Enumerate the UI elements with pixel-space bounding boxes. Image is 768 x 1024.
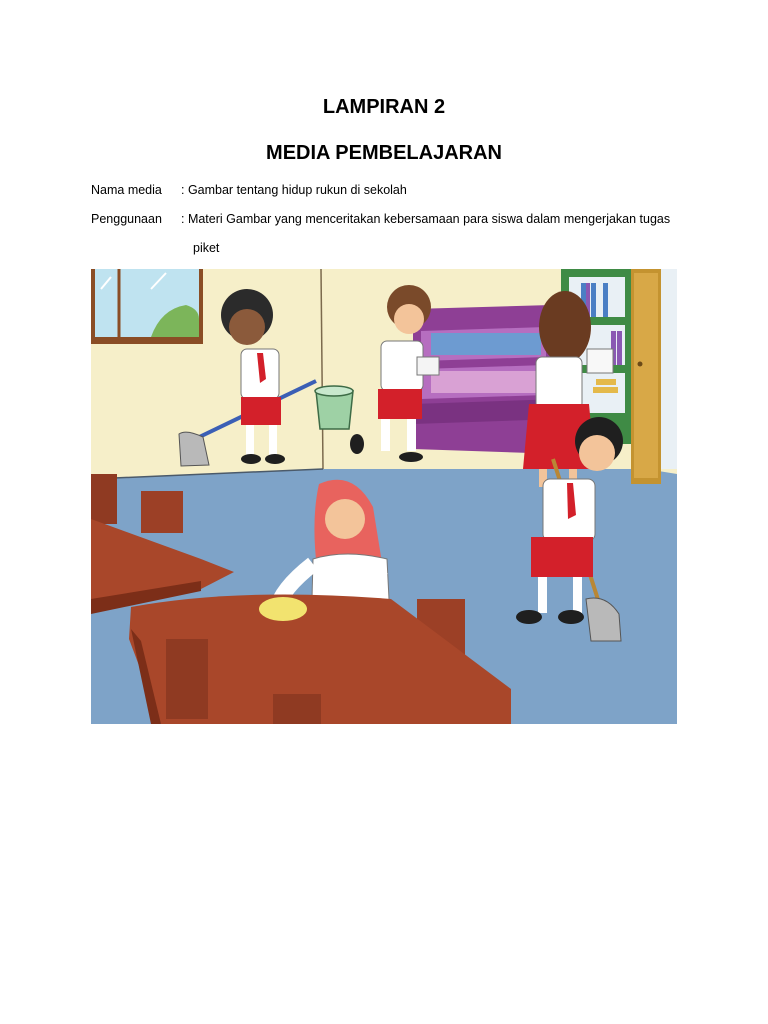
heading-media-pembelajaran: MEDIA PEMBELAJARAN <box>266 142 502 164</box>
field-label: Penggunaan <box>91 212 162 226</box>
cloth <box>259 597 307 621</box>
field-value: : Materi Gambar yang menceritakan kebersamaan para siswa dalam mengerjakan tugas <box>181 212 671 226</box>
field-value: : Gambar tentang hidup rukun di sekolah <box>181 183 407 197</box>
table-front <box>129 595 511 725</box>
classroom-illustration <box>91 269 677 724</box>
field-value-continuation: piket <box>193 241 220 255</box>
window <box>91 269 203 344</box>
heading-lampiran: LAMPIRAN 2 <box>322 96 446 118</box>
field-label: Nama media <box>91 183 162 197</box>
bucket <box>315 386 353 429</box>
